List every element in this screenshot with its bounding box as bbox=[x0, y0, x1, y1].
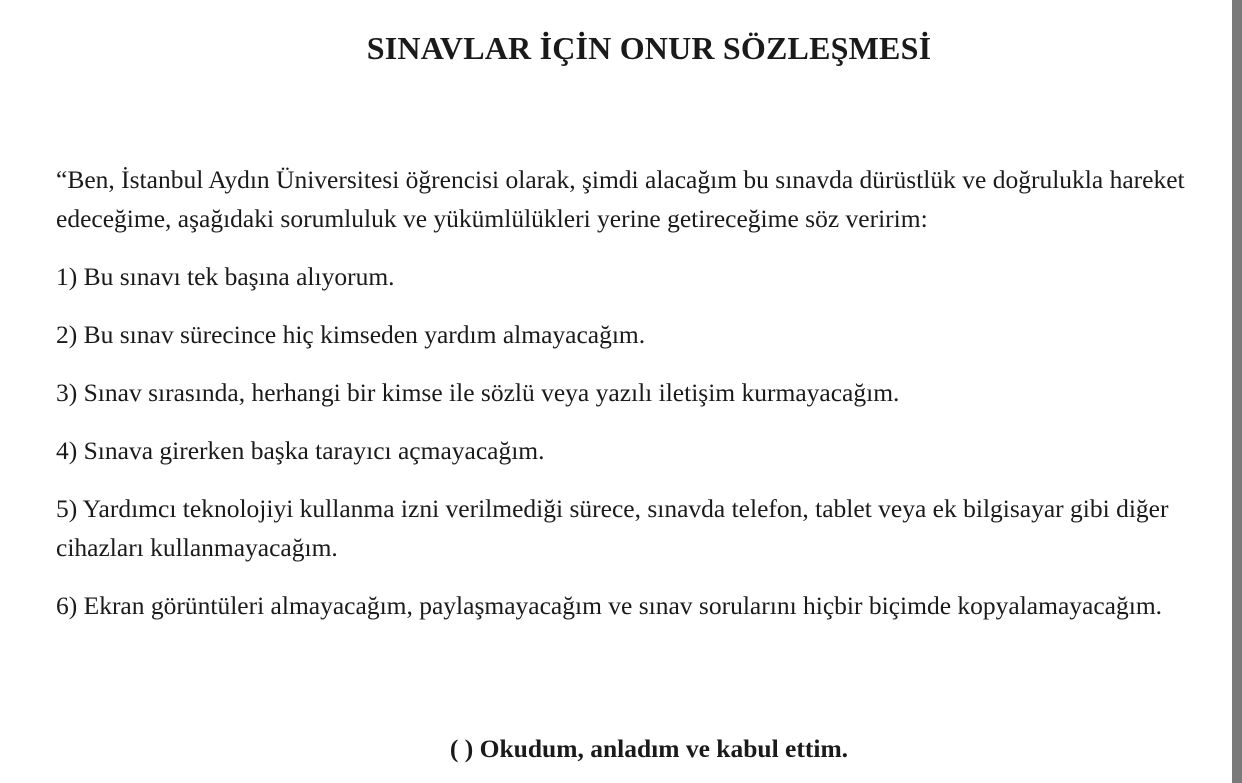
rule-item-3: 3) Sınav sırasında, herhangi bir kimse ile sözlü veya yazılı iletişim kurmayacağım. bbox=[56, 378, 900, 407]
acceptance-statement: ( ) Okudum, anladım ve kabul ettim. bbox=[449, 734, 849, 763]
rule-item-4: 4) Sınava girerken başka tarayıcı açmayacağım. bbox=[56, 436, 545, 465]
rule-item-1: 1) Bu sınavı tek başına alıyorum. bbox=[56, 262, 395, 291]
page-title: SINAVLAR İÇİN ONUR SÖZLEŞMESİ bbox=[366, 30, 932, 66]
scrollbar[interactable] bbox=[1232, 0, 1242, 783]
rule-item-2: 2) Bu sınav sürecince hiç kimseden yardım almayacağım. bbox=[56, 320, 646, 349]
document-body bbox=[56, 160, 1216, 644]
rule-item-5: 5) Yardımcı teknolojiyi kullanma izni verilmediği sürece, sınavda telefon, tablet veya ek bilgisayar gibi diğer cihazları kullanmayacağım. bbox=[56, 494, 1169, 562]
rule-item-6: 6) Ekran görüntüleri almayacağım, paylaşmayacağım ve sınav sorularını hiçbir biçimde kopyalamayacağım. bbox=[56, 591, 1163, 620]
intro-paragraph: “Ben, İstanbul Aydın Üniversitesi öğrencisi olarak, şimdi alacağım bu sınavda dürüstlük ve doğrulukla hareket edeceğime, aşağıdaki sorumluluk ve yükümlülükleri yerine getireceğime söz veririm: bbox=[56, 165, 1185, 233]
